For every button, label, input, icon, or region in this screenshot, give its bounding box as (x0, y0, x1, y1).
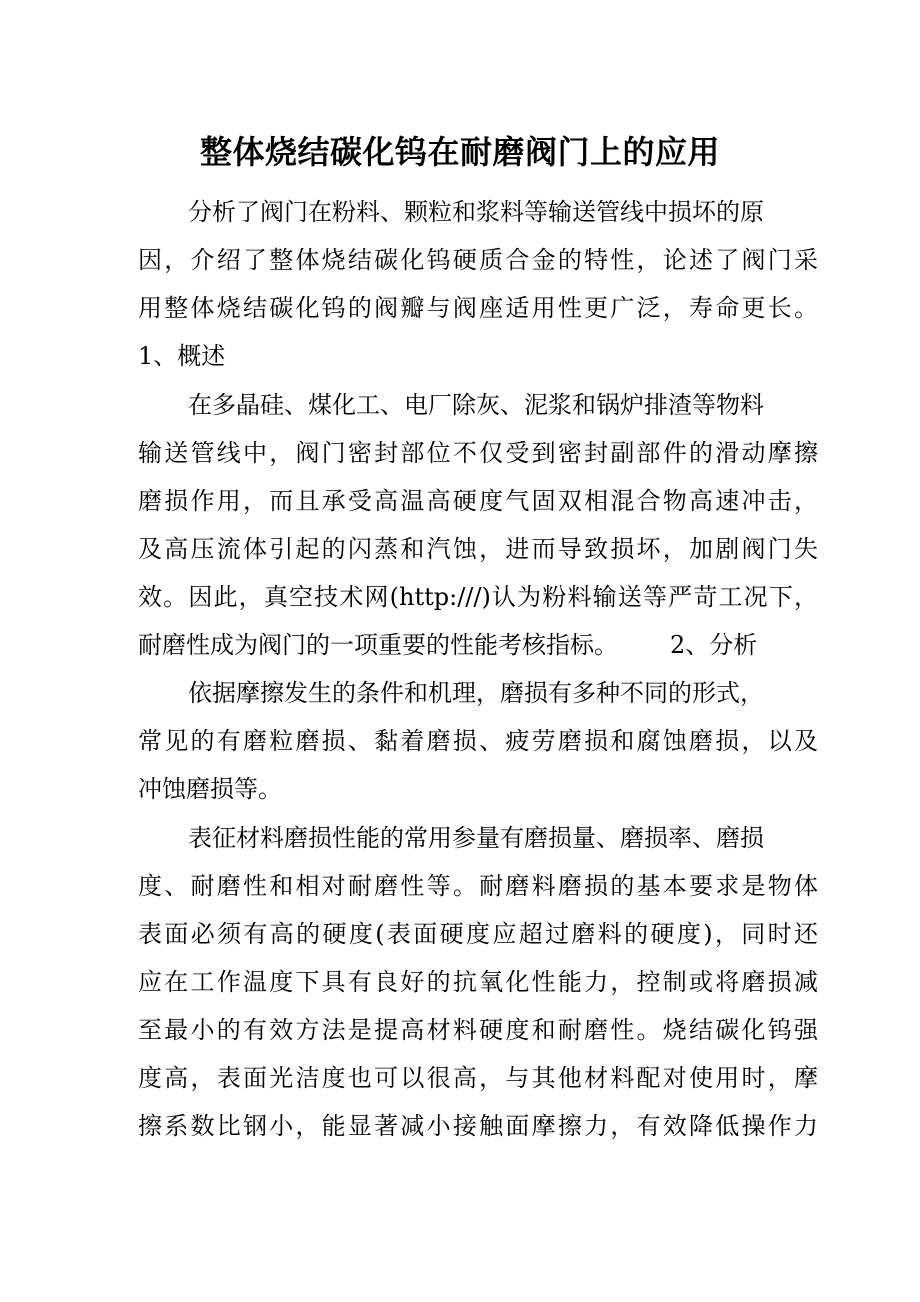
paragraph-line: 磨损作用，而且承受高温高硬度气固双相混合物高速冲击， (138, 487, 818, 515)
paragraph-line: 度高，表面光洁度也可以很高，与其他材料配对使用时，摩 (138, 1064, 818, 1092)
paragraph-line: 效。因此，真空技术网(http:///)认为粉料输送等严苛工况下， (138, 583, 818, 611)
paragraph-line: 及高压流体引起的闪蒸和汽蚀，进而导致损坏，加剧阀门失 (138, 535, 818, 563)
paragraph-line: 常见的有磨粒磨损、黏着磨损、疲劳磨损和腐蚀磨损，以及 (138, 727, 818, 755)
paragraph-line: 擦系数比钢小，能显著减小接触面摩擦力，有效降低操作力 (138, 1112, 818, 1140)
paragraph-line: 度、耐磨性和相对耐磨性等。耐磨料磨损的基本要求是物体 (138, 872, 818, 900)
paragraph-line: 耐磨性成为阀门的一项重要的性能考核指标。 (138, 631, 618, 659)
paragraph-line: 输送管线中，阀门密封部位不仅受到密封副部件的滑动摩擦 (138, 439, 818, 467)
paragraph-line: 应在工作温度下具有良好的抗氧化性能力，控制或将磨损减 (138, 968, 818, 996)
paragraph-line: 依据摩擦发生的条件和机理，磨损有多种不同的形式， (188, 679, 764, 707)
abstract-line: 分析了阀门在粉料、颗粒和浆料等输送管线中损坏的原 (188, 198, 764, 226)
paragraph-line: 表征材料磨损性能的常用参量有磨损量、磨损率、磨损 (188, 824, 764, 852)
abstract-line: 用整体烧结碳化钨的阀瓣与阀座适用性更广泛，寿命更长。 (138, 294, 818, 322)
paragraph-line: 在多晶硅、煤化工、电厂除灰、泥浆和锅炉排渣等物料 (188, 391, 764, 419)
paragraph-line: 冲蚀磨损等。 (138, 775, 282, 803)
paragraph-line: 表面必须有高的硬度(表面硬度应超过磨料的硬度)，同时还 (138, 920, 818, 948)
section-heading: 1、概述 (138, 342, 226, 370)
paragraph-line-with-heading (138, 625, 818, 665)
section-heading: 2、分析 (670, 631, 758, 659)
abstract-line: 因，介绍了整体烧结碳化钨硬质合金的特性，论述了阀门采 (138, 246, 818, 274)
document-title: 整体烧结碳化钨在耐磨阀门上的应用 (199, 133, 720, 171)
paragraph-line: 至最小的有效方法是提高材料硬度和耐磨性。烧结碳化钨强 (138, 1016, 818, 1044)
